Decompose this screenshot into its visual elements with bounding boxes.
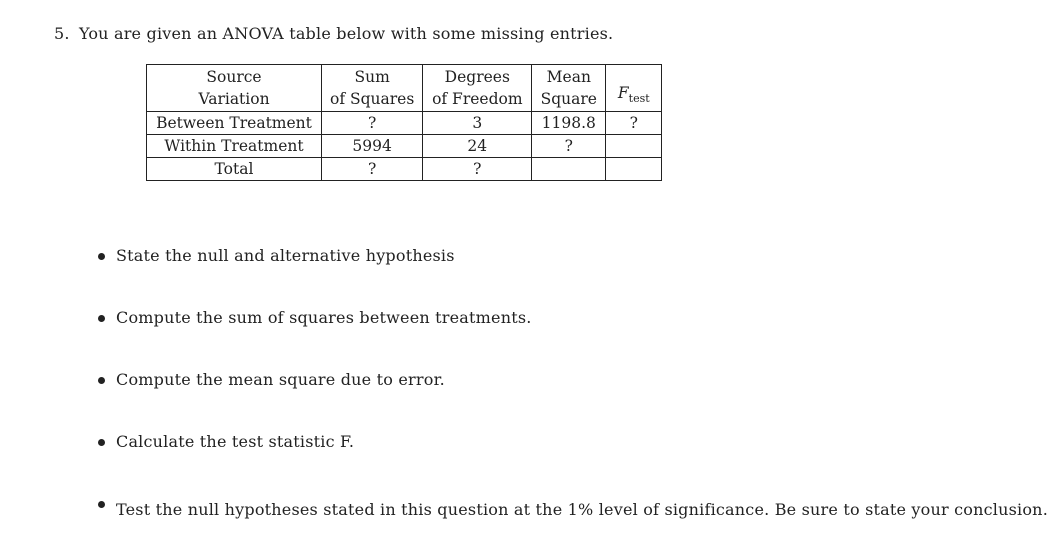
- row-degrees-of-freedom: ?: [423, 158, 532, 181]
- anova-table: [146, 64, 662, 181]
- task-text: Test the null hypotheses stated in this question at the 1% level of significance. Be sure to state your conclusion.: [116, 500, 1048, 519]
- table-row: [147, 158, 662, 181]
- task-text: Compute the sum of squares between treatments.: [116, 308, 532, 327]
- question-number: 5.: [54, 24, 70, 43]
- task-text: Calculate the test statistic F.: [116, 432, 355, 451]
- list-item: [96, 308, 776, 370]
- row-mean-square: ?: [532, 135, 606, 158]
- header-mean-square: Mean Square: [532, 65, 606, 112]
- header-sum-of-squares: Sum of Squares: [322, 65, 423, 112]
- bullet-icon: [98, 501, 105, 508]
- row-source: Within Treatment: [147, 135, 322, 158]
- row-f-test: [606, 158, 662, 181]
- list-item: [96, 246, 776, 308]
- row-source: Total: [147, 158, 322, 181]
- list-item: [96, 432, 776, 494]
- row-sum-of-squares: 5994: [322, 135, 423, 158]
- task-list: [96, 246, 1048, 526]
- header-degrees-of-freedom: Degrees of Freedom: [423, 65, 532, 112]
- header-source: Source Variation: [147, 65, 322, 112]
- row-degrees-of-freedom: 3: [423, 112, 532, 135]
- bullet-icon: [98, 315, 105, 322]
- table-row: [147, 112, 662, 135]
- table-header-row: [147, 65, 662, 112]
- table-row: [147, 135, 662, 158]
- task-text: State the null and alternative hypothesis: [116, 246, 455, 265]
- row-mean-square: 1198.8: [532, 112, 606, 135]
- question-prompt: [54, 24, 613, 43]
- list-item: [96, 370, 776, 432]
- f-test-label: $F_{test}$: [617, 83, 650, 105]
- row-f-test: [606, 135, 662, 158]
- row-source: Between Treatment: [147, 112, 322, 135]
- row-sum-of-squares: ?: [322, 112, 423, 135]
- bullet-icon: [98, 439, 105, 446]
- bullet-icon: [98, 377, 105, 384]
- list-item: [96, 494, 1048, 526]
- header-f-test: [606, 65, 662, 112]
- row-sum-of-squares: ?: [322, 158, 423, 181]
- row-mean-square: [532, 158, 606, 181]
- bullet-icon: [98, 253, 105, 260]
- row-degrees-of-freedom: 24: [423, 135, 532, 158]
- question-text: You are given an ANOVA table below with some missing entries.: [78, 24, 614, 43]
- task-text: Compute the mean square due to error.: [116, 370, 445, 389]
- row-f-test: ?: [606, 112, 662, 135]
